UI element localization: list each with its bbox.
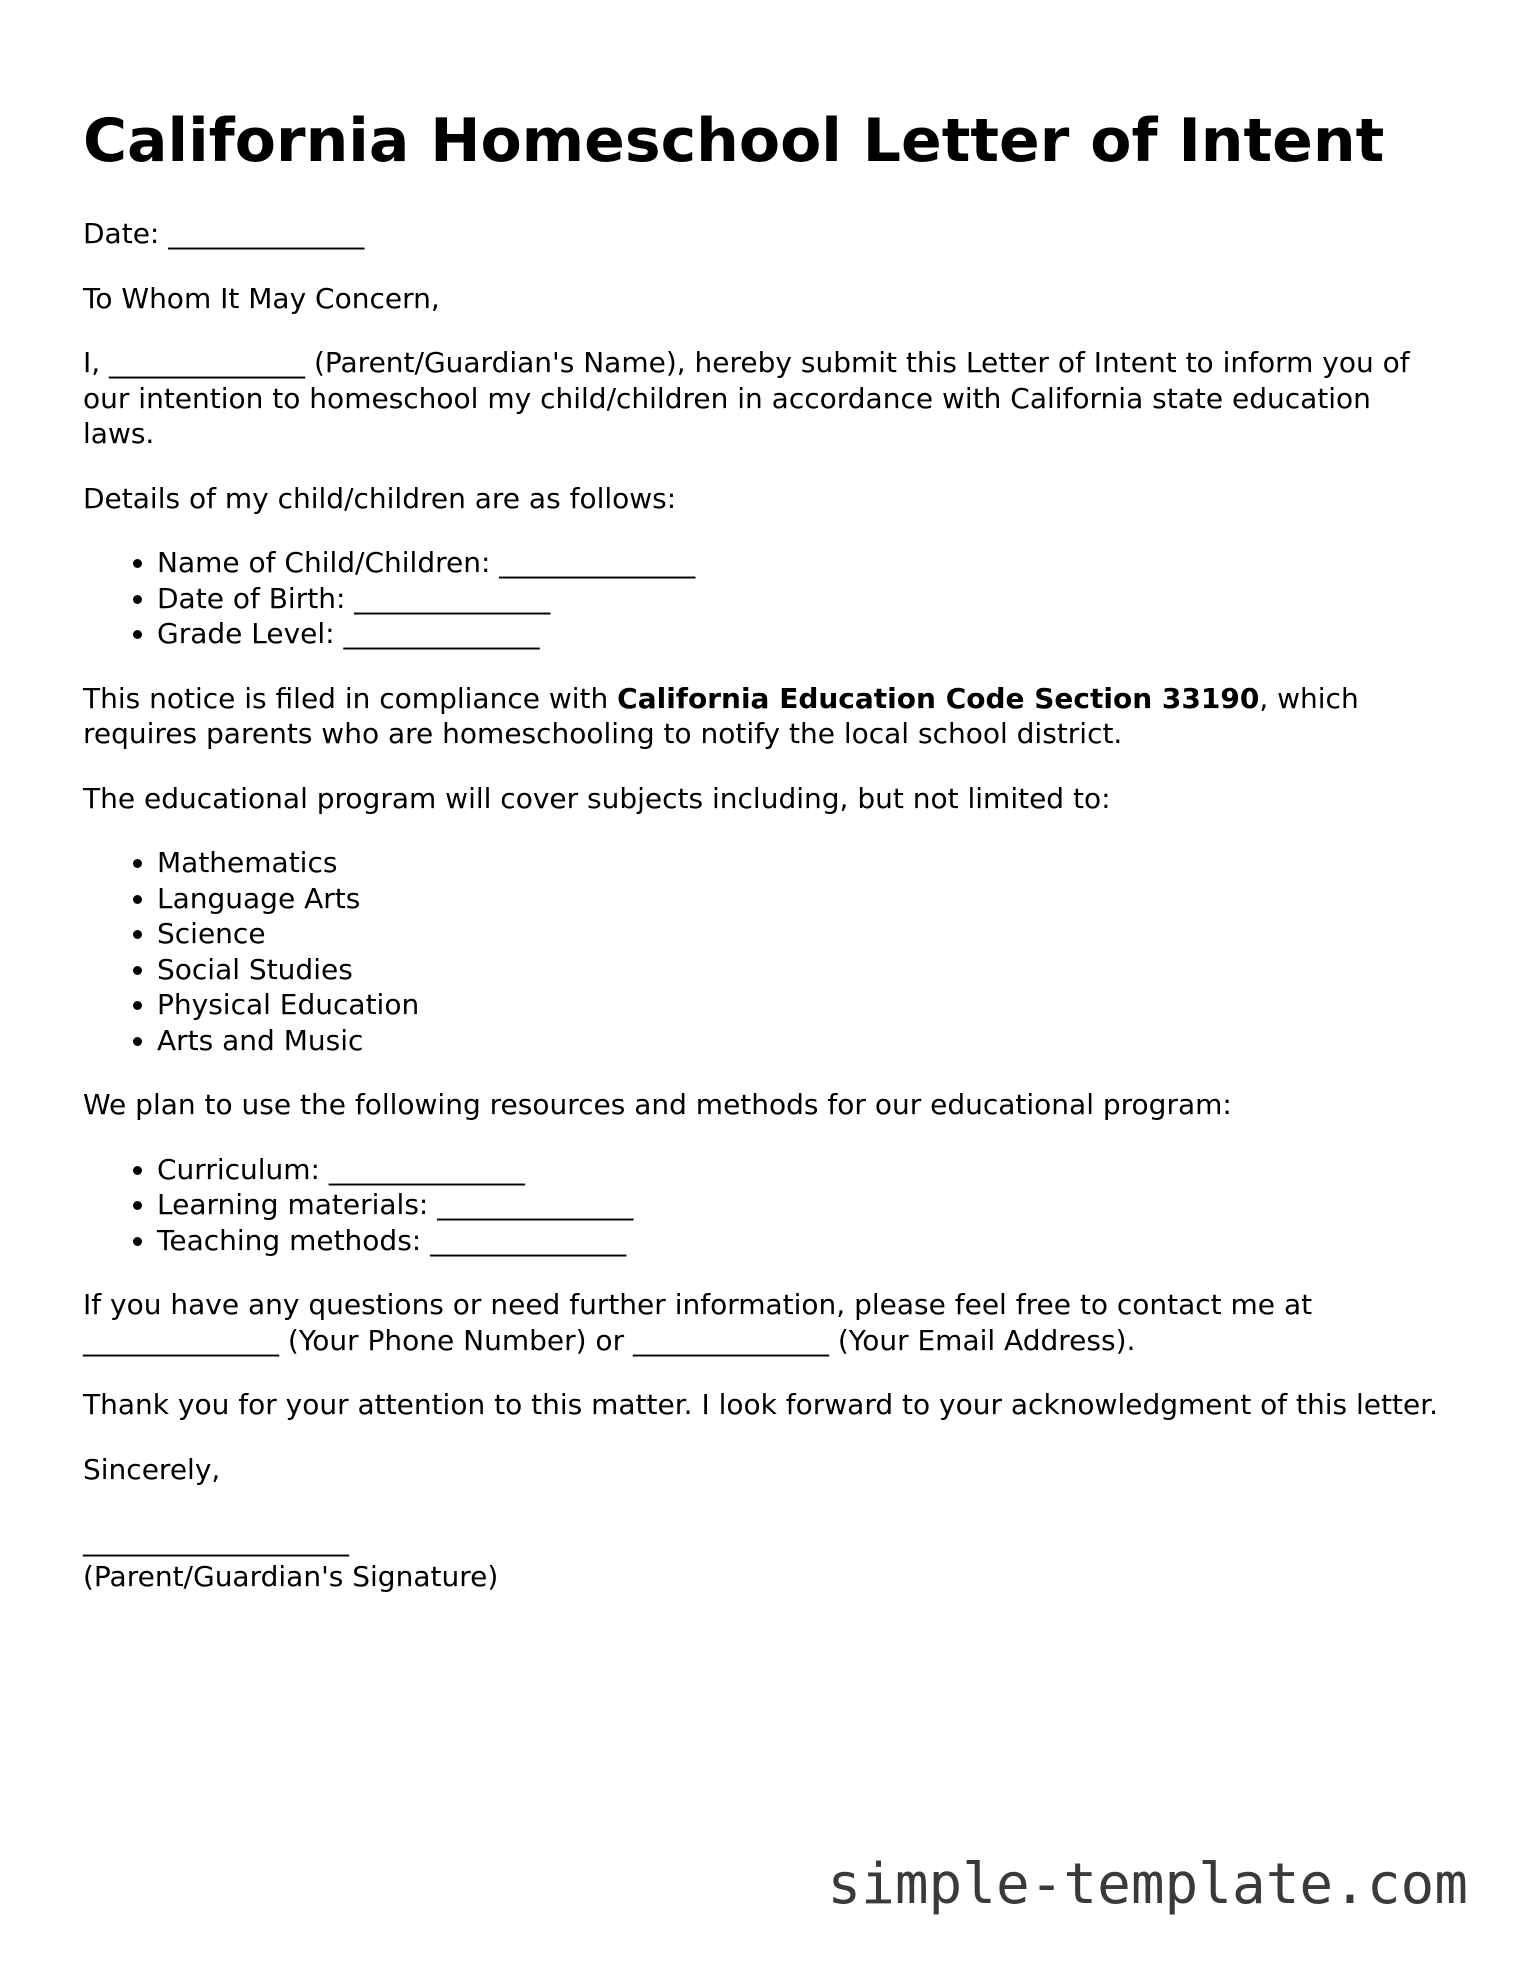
- contact-paragraph: If you have any questions or need further information, please feel free to contact me at ______________ (Your Phone Number) or ______________ (Your Email Address).: [83, 1288, 1313, 1357]
- list-item: • Physical Education: [157, 987, 1443, 1023]
- intro-paragraph: I, ______________ (Parent/Guardian's Name), hereby submit this Letter of Intent to inform you of our intention to homeschool my child/children in accordance with California state education laws.: [83, 346, 1410, 450]
- list-item: • Arts and Music: [157, 1023, 1443, 1059]
- subjects-list: [83, 845, 1443, 1058]
- resources-heading: We plan to use the following resources and methods for our educational program:: [83, 1088, 1232, 1121]
- compliance-text-before: This notice is filed in compliance with: [83, 681, 618, 715]
- list-item: • Date of Birth: ______________: [157, 581, 1443, 617]
- list-item: • Language Arts: [157, 881, 1443, 917]
- resources-list: [83, 1152, 1443, 1259]
- compliance-paragraph: [83, 681, 1443, 752]
- list-item: • Social Studies: [157, 952, 1443, 988]
- salutation: To Whom It May Concern,: [83, 281, 440, 315]
- list-item: • Science: [157, 916, 1443, 952]
- list-item: • Name of Child/Children: ______________: [157, 545, 1443, 581]
- subjects-heading: The educational program will cover subjects including, but not limited to:: [83, 781, 1111, 815]
- page-title: California Homeschool Letter of Intent: [83, 106, 1385, 176]
- list-item: • Curriculum: ______________: [157, 1152, 1443, 1188]
- list-item: • Learning materials: ______________: [157, 1187, 1443, 1223]
- list-item: • Grade Level: ______________: [157, 616, 1443, 652]
- education-code-reference: California Education Code Section 33190: [617, 681, 1260, 715]
- list-item: • Teaching methods: ______________: [157, 1223, 1443, 1259]
- watermark: simple-template.com: [827, 1852, 1468, 1917]
- signature-line: ___________________: [83, 1524, 349, 1557]
- child-details-list: [83, 545, 1443, 652]
- signature-caption: (Parent/Guardian's Signature): [83, 1559, 499, 1593]
- signature-block: [83, 1523, 1443, 1594]
- details-heading: Details of my child/children are as follows:: [83, 481, 677, 515]
- date-line: Date: ______________: [83, 217, 365, 250]
- list-item: • Mathematics: [157, 845, 1443, 881]
- thanks-paragraph: Thank you for your attention to this matter. I look forward to your acknowledgment of this letter.: [83, 1388, 1439, 1421]
- compliance-text-after: , which requires parents who are homeschooling to notify the local school district.: [83, 681, 1359, 750]
- closing: Sincerely,: [83, 1452, 221, 1486]
- letter-body: [83, 216, 1443, 1594]
